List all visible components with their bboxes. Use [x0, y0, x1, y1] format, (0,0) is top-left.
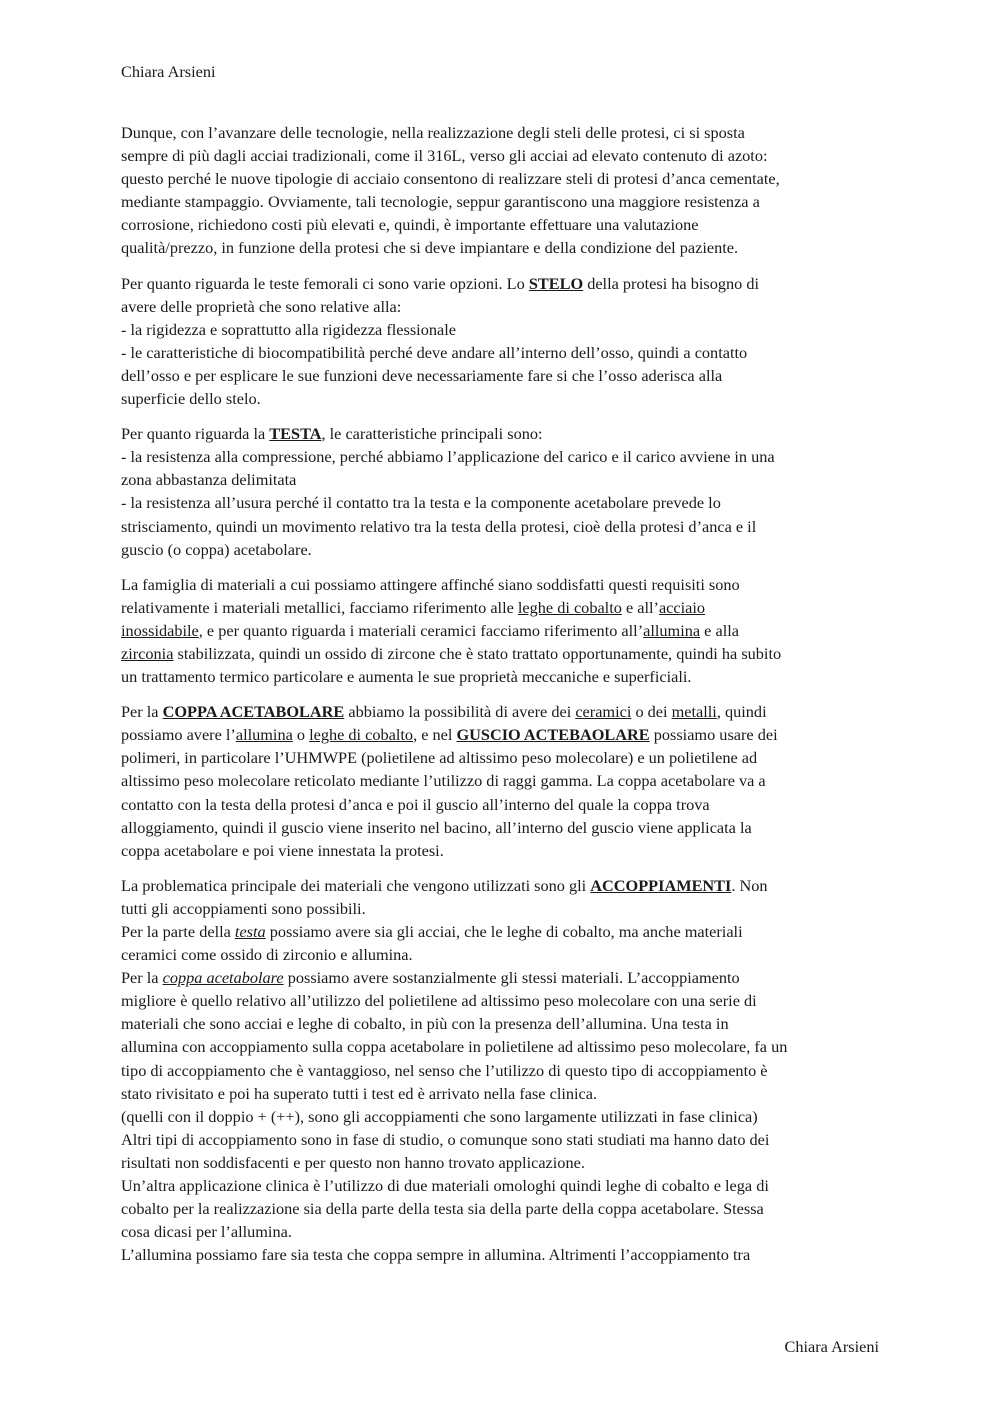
text-run: ceramici come ossido di zirconio e allumina. — [121, 945, 413, 965]
text-run: cobalto per la realizzazione sia della parte della testa sia della parte della coppa acetabolare. Stessa — [121, 1199, 764, 1219]
text-run: avere delle proprietà che sono relative alla: — [121, 296, 402, 316]
text-line — [121, 341, 891, 364]
text-run: (quelli con il doppio + (++), sono gli accoppiamenti che sono largamente utilizzati in fase clinica) — [121, 1106, 758, 1126]
text-line — [121, 1059, 891, 1082]
emphasized-text: ceramici — [575, 702, 632, 722]
text-run: possiamo usare dei — [649, 725, 778, 745]
text-line — [121, 318, 891, 341]
text-run: stabilizzata, quindi un ossido di zircone che è stato trattato opportunamente, quindi ha subito — [173, 643, 782, 663]
text-run: - la rigidezza e soprattutto alla rigidezza flessionale — [121, 319, 456, 339]
text-run: abbiamo la possibilità di avere dei — [344, 702, 576, 722]
emphasized-text: leghe di cobalto — [517, 597, 622, 617]
text-run: Per quanto riguarda le teste femorali ci sono varie opzioni. Lo — [121, 273, 529, 293]
text-run: un trattamento termico particolare e aumenta le sue proprietà meccaniche e superficiali. — [121, 667, 692, 687]
text-run: della protesi ha bisogno di — [583, 273, 760, 293]
text-run: Per la parte della — [121, 922, 235, 941]
text-run: o dei — [631, 702, 672, 722]
paragraph — [121, 700, 891, 862]
text-run: - la resistenza alla compressione, perché abbiamo l’applicazione del carico e il carico avviene in una — [121, 447, 775, 467]
emphasized-text: ACCOPPIAMENTI — [590, 875, 732, 895]
paragraph — [121, 874, 891, 1267]
emphasized-text: inossidabile — [121, 620, 199, 640]
text-line — [121, 769, 891, 792]
text-run: strisciamento, quindi un movimento relativo tra la testa della protesi, cioè della protesi d’anca e il — [121, 516, 757, 536]
text-run: La famiglia di materiali a cui possiamo attingere affinché siano soddisfatti questi requisiti sono — [121, 574, 740, 594]
text-run: - le caratteristiche di biocompatibilità perché deve andare all’interno dell’osso, quindi a contatto — [121, 342, 748, 362]
text-run: possiamo avere sia gli acciai, che le leghe di cobalto, ma anche materiali — [265, 922, 743, 941]
emphasized-text: allumina — [643, 620, 701, 640]
text-run: allumina con accoppiamento sulla coppa acetabolare in polietilene ad altissimo peso molecolare, fa un — [121, 1037, 788, 1057]
text-line — [121, 723, 891, 746]
text-line — [121, 1151, 891, 1174]
text-run: Dunque, con l’avanzare delle tecnologie, nella realizzazione degli steli delle protesi, ci si sposta — [121, 123, 745, 142]
emphasized-text: testa — [234, 922, 266, 941]
text-line — [121, 1035, 891, 1058]
text-run: altissimo peso molecolare reticolato mediante l’utilizzo di raggi gamma. La coppa acetabolare va a — [121, 771, 766, 791]
text-run: qualità/prezzo, in funzione della protesi che si deve impiantare e della condizione del paziente. — [121, 238, 739, 258]
text-line — [121, 816, 891, 839]
page-header-author: Chiara Arsieni — [121, 62, 216, 81]
text-line — [121, 538, 891, 561]
text-run: e all’ — [621, 597, 659, 617]
text-run: Altri tipi di accoppiamento sono in fase di studio, o comunque sono stati studiati ma hanno dato dei — [121, 1129, 770, 1149]
text-line — [121, 642, 891, 665]
text-run: corrosione, richiedono costi più elevati e, quindi, è importante effettuare una valutazione — [121, 215, 699, 235]
text-run: Per la — [121, 702, 163, 722]
text-run: materiali che sono acciai e leghe di cobalto, in più con la presenza dell’allumina. Una testa in — [121, 1014, 729, 1034]
text-run: dell’osso e per esplicare le sue funzioni deve necessariamente fare si che l’osso aderisca alla — [121, 365, 723, 385]
text-line — [121, 573, 891, 596]
emphasized-text: coppa acetabolare — [162, 968, 284, 988]
text-line — [121, 874, 891, 897]
text-line — [121, 236, 891, 259]
paragraph — [121, 121, 891, 260]
text-line — [121, 491, 891, 514]
text-line — [121, 515, 891, 538]
text-line — [121, 213, 891, 236]
text-line — [121, 468, 891, 491]
text-line — [121, 943, 891, 966]
text-run: superficie dello stelo. — [121, 389, 261, 409]
emphasized-text: STELO — [528, 273, 584, 293]
text-line — [121, 1243, 891, 1266]
text-line — [121, 966, 891, 989]
text-run: migliore è quello relativo all’utilizzo del polietilene ad altissimo peso molecolare con una serie di — [121, 991, 757, 1011]
text-line — [121, 1128, 891, 1151]
emphasized-text: TESTA — [269, 424, 322, 444]
text-run: , e nel — [413, 725, 457, 745]
text-line — [121, 619, 891, 642]
paragraph — [121, 573, 891, 688]
text-run: , le caratteristiche principali sono: — [321, 424, 543, 444]
emphasized-text: GUSCIO ACTEBAOLARE — [456, 725, 650, 745]
emphasized-text: metalli — [671, 702, 717, 722]
paragraph — [121, 422, 891, 561]
emphasized-text: acciaio — [658, 597, 706, 617]
text-run: , e per quanto riguarda i materiali ceramici facciamo riferimento all’ — [198, 620, 644, 640]
text-run: sempre di più dagli acciai tradizionali, come il 316L, verso gli acciai ad elevato contenuto di azoto: — [121, 146, 768, 166]
text-run: guscio (o coppa) acetabolare. — [121, 539, 312, 559]
text-line — [121, 596, 891, 619]
text-run: Un’altra applicazione clinica è l’utilizzo di due materiali omologhi quindi leghe di cobalto e lega di — [121, 1176, 769, 1196]
text-line — [121, 1174, 891, 1197]
text-run: polimeri, in particolare l’UHMWPE (polietilene ad altissimo peso molecolare) e un polietilene ad — [121, 748, 758, 768]
text-run: . Non — [731, 875, 768, 895]
text-run: possiamo avere l’ — [121, 725, 236, 745]
text-run: L’allumina possiamo fare sia testa che coppa sempre in allumina. Altrimenti l’accoppiamento tra — [121, 1245, 751, 1265]
text-line — [121, 700, 891, 723]
text-run: questo perché le nuove tipologie di acciaio consentono di realizzare steli di protesi d’anca cementate, — [121, 169, 780, 189]
text-run: alloggiamento, quindi il guscio viene inserito nel bacino, all’interno del guscio viene applicata la — [121, 817, 752, 837]
page-footer-author: Chiara Arsieni — [784, 1337, 879, 1356]
text-run: stato rivisitato e poi ha superato tutti i test ed è arrivato nella fase clinica. — [121, 1083, 598, 1103]
text-line — [121, 121, 891, 144]
paragraph — [121, 272, 891, 411]
text-run: possiamo avere sostanzialmente gli stessi materiali. L’accoppiamento — [283, 968, 740, 988]
text-line — [121, 746, 891, 769]
text-line — [121, 295, 891, 318]
text-run: contatto con la testa della protesi d’anca e poi il guscio all’interno del quale la coppa trova — [121, 794, 710, 814]
text-line — [121, 190, 891, 213]
text-line — [121, 839, 891, 862]
text-line — [121, 1105, 891, 1128]
text-line — [121, 144, 891, 167]
text-run: relativamente i materiali metallici, facciamo riferimento alle — [121, 597, 518, 617]
text-line — [121, 364, 891, 387]
text-run: zona abbastanza delimitata — [121, 470, 297, 490]
text-run: , quindi — [716, 702, 767, 722]
text-line — [121, 1012, 891, 1035]
text-run: cosa dicasi per l’allumina. — [121, 1222, 292, 1242]
text-line — [121, 665, 891, 688]
text-run: Per quanto riguarda la — [121, 424, 270, 444]
text-run: o — [292, 725, 310, 745]
text-line — [121, 920, 891, 943]
text-line — [121, 422, 891, 445]
text-line — [121, 793, 891, 816]
text-line — [121, 1082, 891, 1105]
document-body — [121, 121, 891, 1266]
text-run: mediante stampaggio. Ovviamente, tali tecnologie, seppur garantiscono una maggiore resistenza a — [121, 192, 760, 212]
emphasized-text: leghe di cobalto — [309, 725, 414, 745]
text-line — [121, 167, 891, 190]
text-line — [121, 272, 891, 295]
emphasized-text: COPPA ACETABOLARE — [162, 702, 345, 722]
text-line — [121, 1197, 891, 1220]
text-run: tipo di accoppiamento che è vantaggioso, nel senso che l’utilizzo di questo tipo di accoppiamento è — [121, 1060, 768, 1080]
text-line — [121, 989, 891, 1012]
text-run: Per la — [121, 968, 163, 988]
text-run: coppa acetabolare e poi viene innestata la protesi. — [121, 840, 444, 860]
text-line — [121, 1220, 891, 1243]
text-run: risultati non soddisfacenti e per questo non hanno trovato applicazione. — [121, 1152, 585, 1172]
text-line — [121, 387, 891, 410]
text-run: tutti gli accoppiamenti sono possibili. — [121, 898, 366, 918]
text-run: e alla — [700, 620, 739, 640]
emphasized-text: allumina — [235, 725, 293, 745]
text-line — [121, 897, 891, 920]
text-run: - la resistenza all’usura perché il contatto tra la testa e la componente acetabolare prevede lo — [121, 493, 721, 513]
emphasized-text: zirconia — [121, 643, 174, 663]
text-run: La problematica principale dei materiali che vengono utilizzati sono gli — [121, 875, 591, 895]
text-line — [121, 445, 891, 468]
